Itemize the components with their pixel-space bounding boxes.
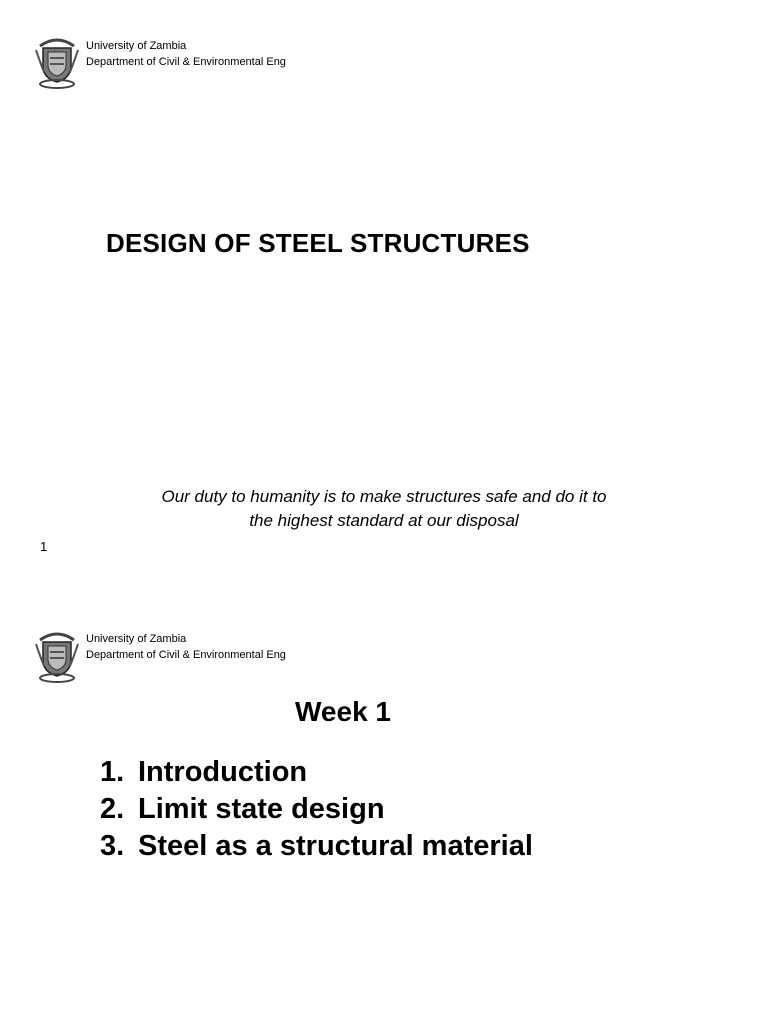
quote-line-1: Our duty to humanity is to make structures safe and do it to <box>161 487 607 506</box>
list-item-text: Introduction <box>138 756 308 788</box>
list-item <box>100 828 533 865</box>
university-name: University of Zambia <box>86 40 187 52</box>
list-item-number: 1. <box>100 756 125 788</box>
topic-list <box>100 754 533 865</box>
slide-header <box>86 631 286 663</box>
university-crest-icon <box>34 626 80 684</box>
university-name: University of Zambia <box>86 633 187 645</box>
list-item-text: Limit state design <box>138 793 385 825</box>
slide-2 <box>0 594 768 1024</box>
list-item <box>100 791 533 828</box>
list-item-text: Steel as a structural material <box>138 830 533 862</box>
list-item <box>100 754 533 791</box>
department-name: Department of Civil & Environmental Eng <box>86 56 286 68</box>
department-name: Department of Civil & Environmental Eng <box>86 649 286 661</box>
quote-line-2: the highest standard at our disposal <box>249 511 519 530</box>
week-heading: Week 1 <box>295 696 391 727</box>
slide-header <box>86 38 286 70</box>
university-crest-icon <box>34 32 80 90</box>
list-item-number: 3. <box>100 830 125 862</box>
list-item-number: 2. <box>100 793 125 825</box>
quote <box>0 485 768 533</box>
document-title: DESIGN OF STEEL STRUCTURES <box>106 228 530 258</box>
page-number: 1 <box>40 539 48 554</box>
